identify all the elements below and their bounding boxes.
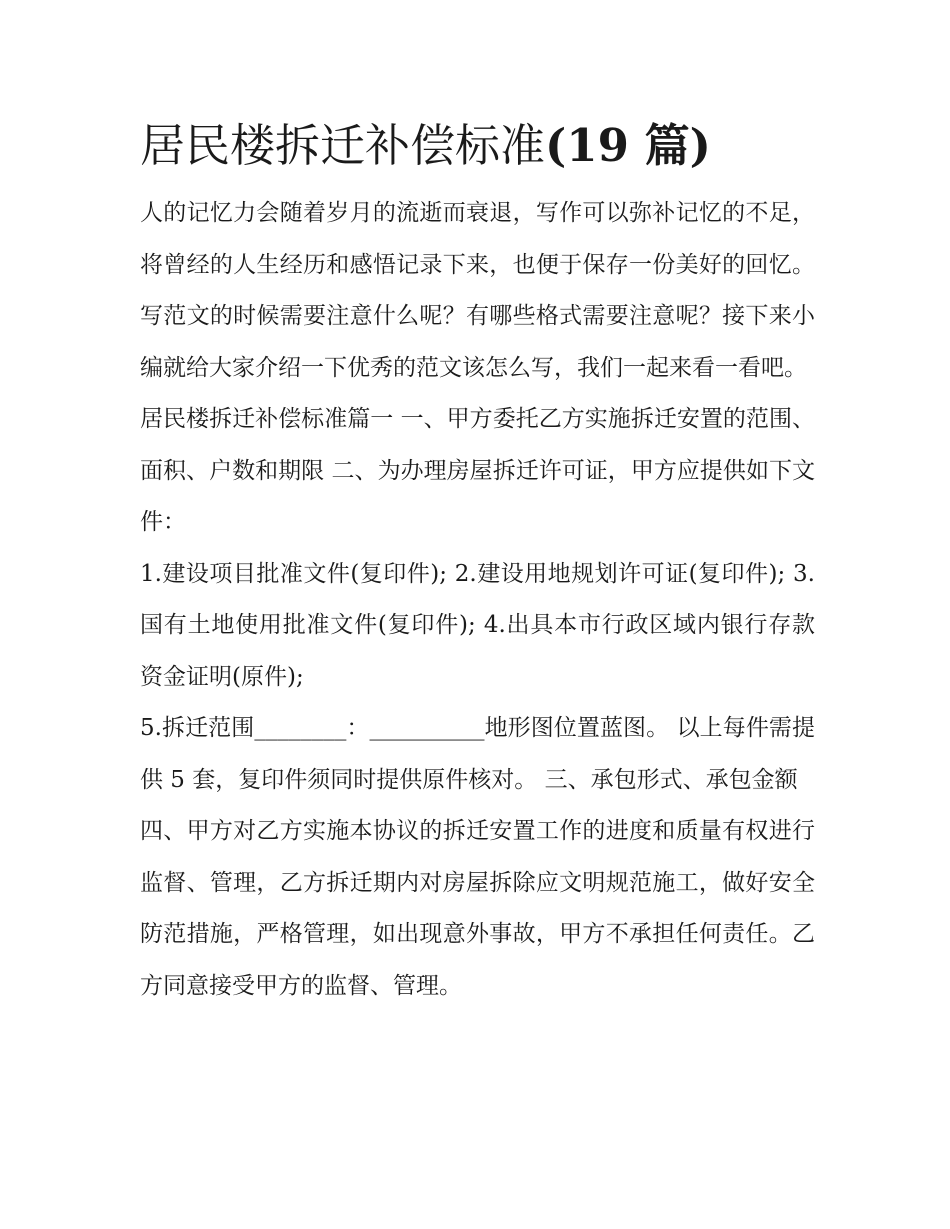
document-title [140, 110, 815, 182]
title-count: (19 篇) [545, 119, 711, 172]
paragraph-scope-blueprint: 5.拆迁范围________：__________地形图位置蓝图。 以上每件需提供 5 套，复印件须同时提供原件核对。 三、承包形式、承包金额 [140, 715, 815, 793]
title-text: 居民楼拆迁补偿标准 [140, 119, 546, 172]
paragraph-intro: 人的记忆力会随着岁月的流逝而衰退，写作可以弥补记忆的不足，将曾经的人生经历和感悟记录下来，也便于保存一份美好的回忆。写范文的时候需要注意什么呢？有哪些格式需要注意呢？接下来小编就给大家介绍一下优秀的范文该怎么写，我们一起来看一看吧。 [140, 200, 815, 381]
paragraph-section-one: 居民楼拆迁补偿标准篇一 一、甲方委托乙方实施拆迁安置的范围、面积、户数和期限 二、为办理房屋拆迁许可证，甲方应提供如下文件： [140, 406, 815, 535]
document-page [140, 110, 815, 1012]
paragraph-section-four: 四、甲方对乙方实施本协议的拆迁安置工作的进度和质量有权进行监督、管理，乙方拆迁期内对房屋拆除应文明规范施工，做好安全防范措施，严格管理，如出现意外事故，甲方不承担任何责任。乙方同意接受甲方的监督、管理。 [140, 818, 815, 999]
paragraph-file-list: 1.建设项目批准文件(复印件); 2.建设用地规划许可证(复印件); 3.国有土地使用批准文件(复印件); 4.出具本市行政区域内银行存款资金证明(原件); [140, 560, 815, 690]
